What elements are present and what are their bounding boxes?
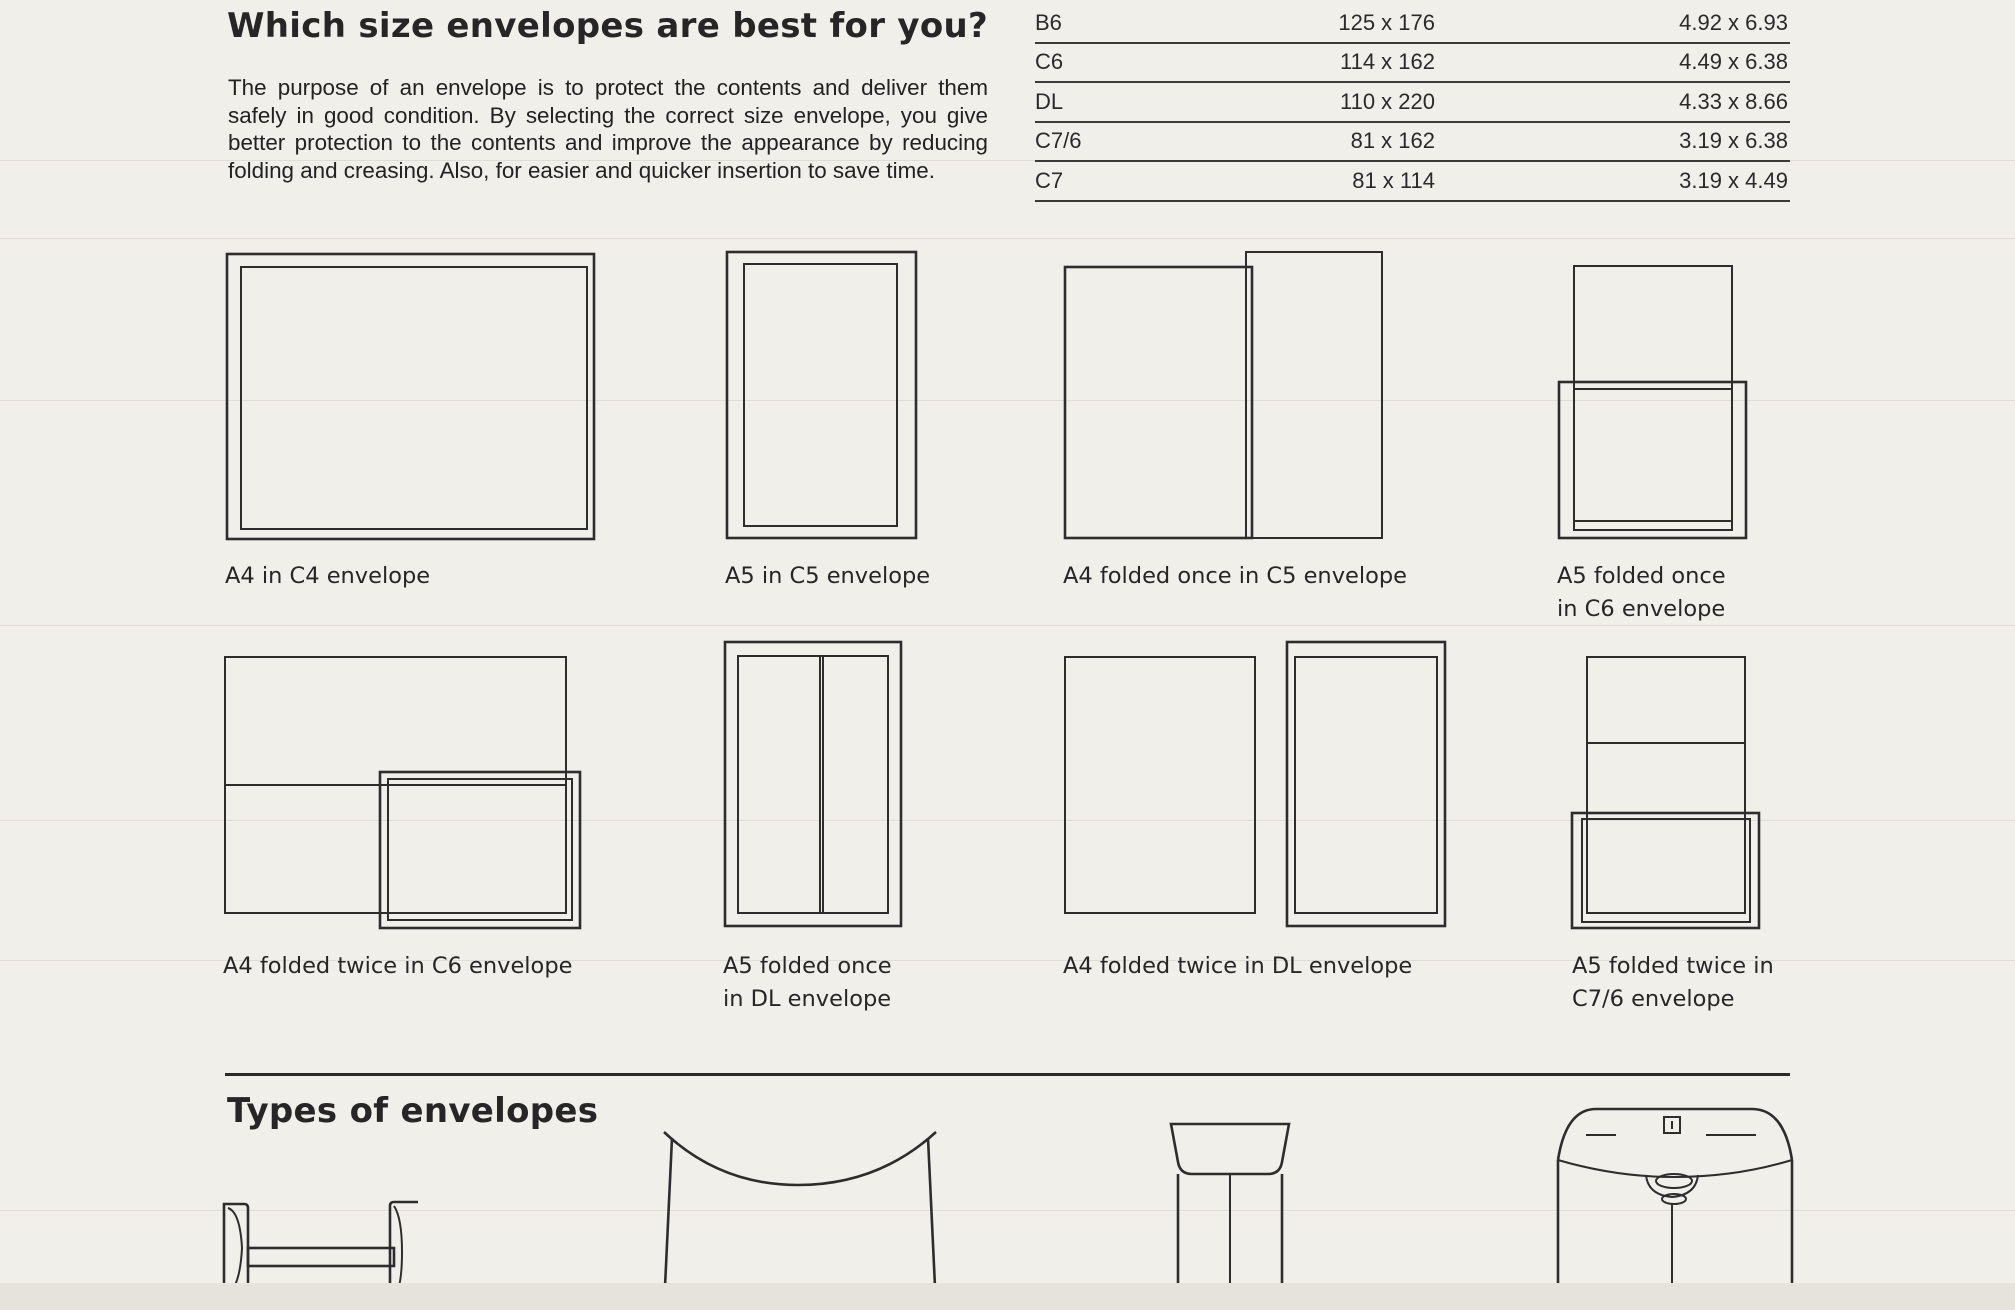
envelope-flap <box>664 1132 936 1185</box>
caption-a4-folded-twice-dl: A4 folded twice in DL envelope <box>1063 953 1413 979</box>
size-inches: 4.92 x 6.93 <box>1465 4 1790 43</box>
envelope-outline <box>727 252 916 538</box>
caption-line: C7/6 envelope <box>1572 986 1735 1012</box>
size-inches: 3.19 x 4.49 <box>1465 161 1790 201</box>
paper-sheet <box>744 264 897 526</box>
caption-a5-folded-once-dl <box>723 950 892 1016</box>
caption-line: A5 folded once <box>723 953 892 979</box>
background-line <box>0 238 2015 239</box>
envelope-body <box>248 1248 394 1266</box>
envelope-size-table <box>1035 4 1790 202</box>
page-edge-shadow <box>0 1283 2015 1310</box>
table-row <box>1035 43 1790 83</box>
table-row <box>1035 4 1790 43</box>
envelope-flap <box>1171 1124 1289 1174</box>
section-title: Types of envelopes <box>227 1091 599 1131</box>
folded-flap <box>388 779 572 920</box>
table-row <box>1035 122 1790 162</box>
banker-envelope-illustration <box>1168 1122 1292 1307</box>
envelope-outline <box>380 772 580 928</box>
envelope-outline <box>1572 813 1759 928</box>
paper-sheet <box>1587 657 1745 913</box>
envelope-outline <box>227 254 594 539</box>
paper-sheet <box>738 656 823 913</box>
caption-a5-folded-once-c6 <box>1557 560 1726 626</box>
caption-line: in DL envelope <box>723 986 892 1012</box>
button-fastener <box>1662 1194 1686 1204</box>
caption-a4-folded-once-c5: A4 folded once in C5 envelope <box>1063 563 1407 589</box>
caption-line: in C6 envelope <box>1557 596 1726 622</box>
diagram-a4-in-c4 <box>225 252 597 542</box>
caption-line: A5 folded twice in <box>1572 953 1774 979</box>
table-row <box>1035 161 1790 201</box>
table-row <box>1035 82 1790 122</box>
diagram-a5-folded-once-c6 <box>1557 264 1749 542</box>
size-mm: 81 x 114 <box>1195 161 1465 201</box>
page-title: Which size envelopes are best for you? <box>227 6 989 46</box>
diagram-a4-folded-twice-c6 <box>223 655 583 931</box>
diagram-a4-folded-twice-dl <box>1063 640 1448 930</box>
caption-a5-in-c5: A5 in C5 envelope <box>725 563 931 589</box>
caption-a4-folded-twice-c6: A4 folded twice in C6 envelope <box>223 953 573 979</box>
paper-sheet <box>1574 266 1732 521</box>
caption-a4-in-c4: A4 in C4 envelope <box>225 563 431 589</box>
size-mm: 81 x 162 <box>1195 122 1465 162</box>
size-name: DL <box>1035 82 1195 122</box>
size-inches: 4.49 x 6.38 <box>1465 43 1790 83</box>
size-inches: 3.19 x 6.38 <box>1465 122 1790 162</box>
caption-a5-folded-twice-c76 <box>1572 950 1774 1016</box>
size-mm: 125 x 176 <box>1195 4 1465 43</box>
envelope-outline <box>1287 642 1445 926</box>
size-name: C6 <box>1035 43 1195 83</box>
diagram-a5-in-c5 <box>725 250 919 542</box>
folded-flap <box>820 656 888 913</box>
diagram-a4-folded-once-c5 <box>1063 250 1385 542</box>
section-divider <box>225 1073 1790 1076</box>
caption-line: A5 folded once <box>1557 563 1726 589</box>
envelope-outline <box>725 642 901 926</box>
folded-flap <box>1295 657 1437 913</box>
size-mm: 110 x 220 <box>1195 82 1465 122</box>
size-inches: 4.33 x 8.66 <box>1465 82 1790 122</box>
paper-sheet <box>1065 267 1252 538</box>
folded-flap <box>1574 389 1732 530</box>
flap-curve <box>228 1208 242 1294</box>
size-name: C7/6 <box>1035 122 1195 162</box>
envelope-outline <box>1559 382 1746 538</box>
folded-flap <box>1582 819 1750 922</box>
diagram-a5-folded-twice-c76 <box>1570 655 1762 931</box>
size-mm: 114 x 162 <box>1195 43 1465 83</box>
string-envelope-illustration <box>1556 1105 1796 1305</box>
intro-paragraph: The purpose of an envelope is to protect the contents and deliver them safely in good condition. By selecting the correct size envelope, you give better protection to the contents and improve the appearance by reducing folding and creasing. Also, for easier and quicker insertion to save time. <box>228 75 988 183</box>
size-name: C7 <box>1035 161 1195 201</box>
paper-sheet <box>1065 657 1255 913</box>
size-name: B6 <box>1035 4 1195 43</box>
envelope-outline <box>1246 252 1382 538</box>
paper-sheet <box>241 267 587 529</box>
diagram-a5-folded-once-dl <box>723 640 903 930</box>
